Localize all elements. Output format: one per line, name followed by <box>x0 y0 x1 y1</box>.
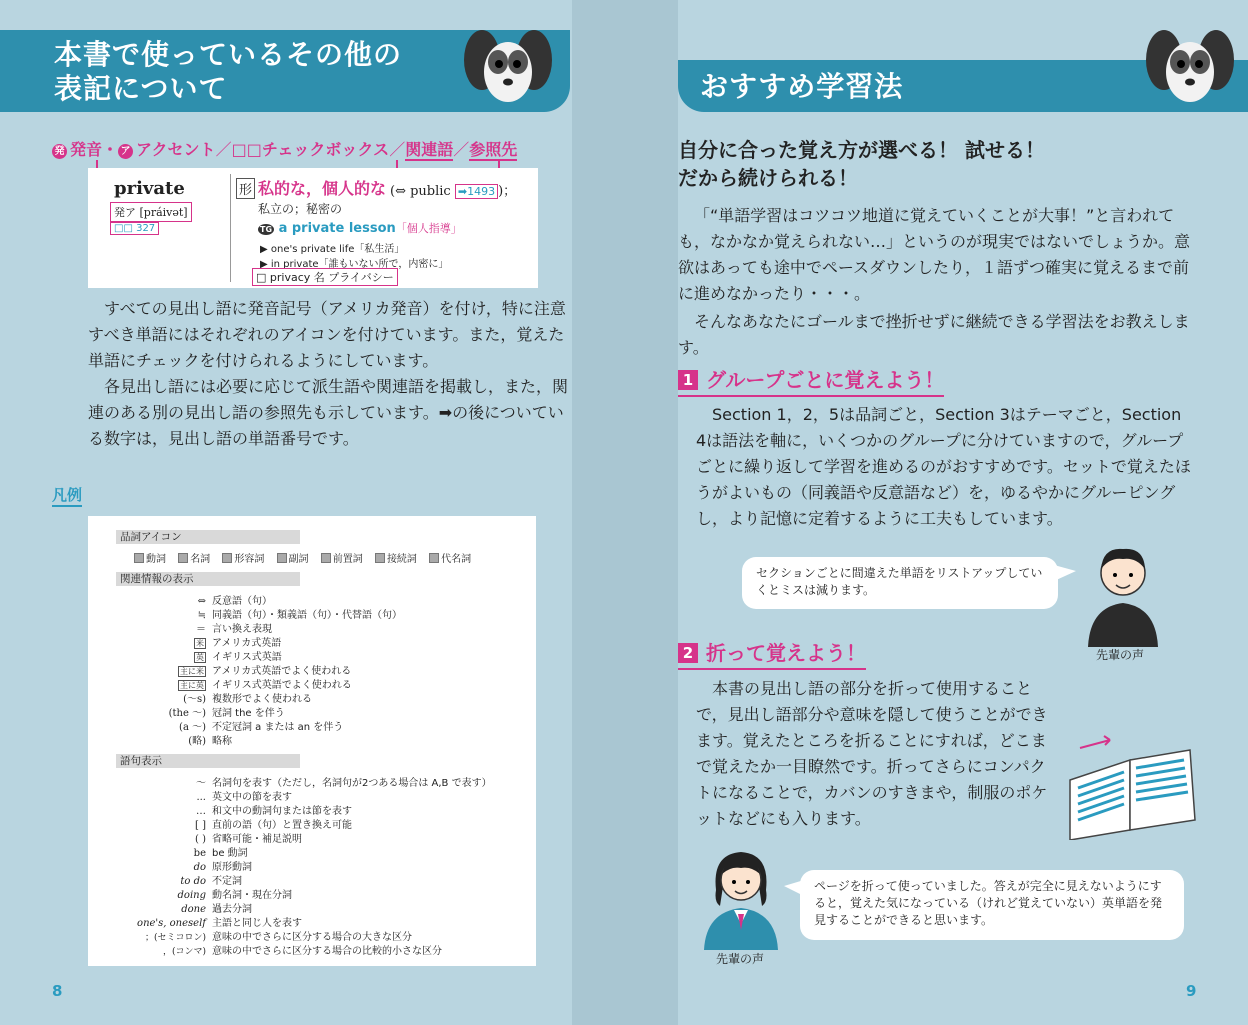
legend-box <box>88 516 536 966</box>
page-number-left: 8 <box>52 982 63 1000</box>
speech-bubble-tail <box>1054 565 1076 581</box>
tab-accent: アクセント <box>136 140 216 159</box>
section-number-badge: 1 <box>678 370 698 390</box>
phrase-icon: TG <box>260 225 273 234</box>
legend-row: 米 アメリカ式英語 <box>196 638 282 649</box>
legend-row: ( ) 省略可能・補足説明 <box>195 834 302 845</box>
legend-row: doing 動名詞・現在分詞 <box>177 890 292 901</box>
right-paragraph: そんなあなたにゴールまで挫折せずに継続できる学習法をお教えします。 <box>678 312 1190 357</box>
left-paragraph: すべての見出し語に発音記号（アメリカ発音）を付け，特に注意すべき単語にはそれぞれのアイコンを付けています。また，覚えた単語にチェックを付けられるようにしています。 <box>88 299 566 370</box>
page-gutter <box>572 0 678 1025</box>
legend-row: ～ 名詞句を表す（ただし，名詞句が2つある場合は A,B で表す） <box>196 778 492 789</box>
tab-checkbox: □□チェックボックス <box>231 140 390 159</box>
pos-square-icon <box>375 553 385 563</box>
notation-tabs: 発 発音・ ア アクセント／□□チェックボックス／関連語／参照先 <box>52 137 517 160</box>
legend-row: (略) 略称 <box>188 736 232 747</box>
legend-row: ⇔ 反意語（句） <box>197 596 272 607</box>
folded-book-illustration <box>1060 730 1200 840</box>
tab-pron: 発音 <box>70 140 103 159</box>
sample-entry <box>88 168 538 288</box>
legend-row: (～s) 複数形でよく使われる <box>183 694 312 705</box>
pos-icon-item: 前置詞 <box>321 554 363 565</box>
legend-row: … 和文中の動詞句または節を表す <box>196 806 352 817</box>
section-heading-1: 1 グループごとに覚えよう！ <box>678 364 944 397</box>
legend-row: (a ～) 不定冠詞 a または an を伴う <box>179 722 344 733</box>
page-number-right: 9 <box>1186 982 1197 1000</box>
entry-phrase: TG a private lesson「個人指導」 <box>260 221 462 236</box>
legend-row: ，(コンマ) 意味の中でさらに区分する場合の比較的小さな区分 <box>162 946 442 957</box>
right-page-title: おすすめ学習法 <box>700 70 904 103</box>
pos-icon-item: 名詞 <box>178 554 210 565</box>
legend-row: 英 イギリス式英語 <box>196 652 282 663</box>
speech-bubble: ページを折って使っていました。答えが完全に見えないようにすると，覚えた気になっている（けれど覚えていない）英単語を発見することができると思います。 <box>800 870 1184 940</box>
entry-meaning: 私的な，個人的な <box>258 179 387 198</box>
pos-square-icon <box>321 553 331 563</box>
entry-example: ▶ one's private life「私生活」 <box>260 244 405 255</box>
entry-divider <box>230 174 231 282</box>
pos-icon-item: 形容詞 <box>222 554 264 565</box>
pos-icon-item: 接続詞 <box>375 554 417 565</box>
legend-row: to do 不定詞 <box>180 876 242 887</box>
speech-bubble-tail <box>784 880 804 896</box>
section-1-paragraph: Section 1，2，5は品詞ごと，Section 3はテーマごと，Section 4は語法を軸に，いくつかのグループに分けていますので，グループごとに繰り返して学習を進めるのがおすすめです。セットで覚えたほうがよいもの（同義語や反意語など）を，ゆるやかにグルーピングし，より記憶に定着するように工夫もしています。 <box>696 405 1191 528</box>
pos-icon-item: 代名詞 <box>429 554 471 565</box>
legend-row: ；(セミコロン) 意味の中でさらに区分する場合の大きな区分 <box>144 932 412 943</box>
tab-reference: 参照先 <box>469 140 518 159</box>
entry-word: private <box>114 178 185 199</box>
pos-square-icon <box>277 553 287 563</box>
legend-row: (the ～) 冠詞 the を伴う <box>168 708 285 719</box>
legend-section-title: 品詞アイコン <box>116 530 300 544</box>
left-page-title: 本書で使っているその他の 表記について <box>54 38 403 105</box>
pos-square-icon <box>222 553 232 563</box>
right-paragraph: 「“単語学習はコツコツ地道に覚えていくことが大事！”と言われても，なかなか覚えられない…」というのが現実ではないでしょうか。意欲はあっても途中でペースダウンしたり，１語ずつ確実に覚えるまで前に進めなかったり・・・。 <box>678 206 1191 303</box>
section-number-badge: 2 <box>678 643 698 663</box>
tab-related: 関連語 <box>405 140 454 159</box>
legend-section-title: 語句表示 <box>116 754 300 768</box>
pos-square-icon <box>178 553 188 563</box>
entry-antonym: (⇔ public ➡1493 )； <box>390 184 517 199</box>
pos-icon-item: 動詞 <box>134 554 166 565</box>
legend-row: do 原形動詞 <box>193 862 252 873</box>
dog-illustration <box>458 12 558 112</box>
section-heading-2: 2 折って覚えよう！ <box>678 637 866 670</box>
legend-row: 主に英 イギリス式英語でよく使われる <box>180 680 352 691</box>
dog-illustration <box>1140 12 1240 112</box>
pron-mark-icon: 発 <box>52 144 67 159</box>
legend-section-title: 関連情報の表示 <box>116 572 300 586</box>
female-student-illustration <box>696 840 786 950</box>
legend-row: ＝ 言い換え表現 <box>196 624 272 635</box>
entry-pronunciation: 発ア [práivət] <box>110 202 192 222</box>
legend-row: ≒ 同義語（句）・類義語（句）・代替語（句） <box>197 610 402 621</box>
entry-checkbox-number: □□ 327 <box>110 222 159 235</box>
speaker-caption: 先輩の声 <box>1096 648 1145 662</box>
left-paragraph: 各見出し語には必要に応じて派生語や関連語を掲載し，また，関連のある別の見出し語の参照先も示しています。➡の後についている数字は，見出し語の単語番号です。 <box>88 377 569 448</box>
section-2-paragraph: 本書の見出し語の部分を折って使用することで，見出し語部分や意味を隠して使うことができます。覚えたところを折ることにすれば，どこまで覚えたか一目瞭然です。折ってさらにコンパクトになることで，カバンのすきまや，制服のポケットなどにも入ります。 <box>696 679 1048 828</box>
legend-row: done 過去分詞 <box>181 904 252 915</box>
pos-square-icon <box>429 553 439 563</box>
pos-square-icon <box>134 553 144 563</box>
entry-meaning-secondary: 私立の；秘密の <box>258 202 343 216</box>
accent-mark-icon: ア <box>118 144 133 159</box>
male-student-illustration <box>1078 537 1168 647</box>
entry-reference: ➡1493 <box>455 184 498 199</box>
pos-icon-item: 副詞 <box>277 554 309 565</box>
entry-related-word: □ privacy 名 プライバシー <box>252 268 398 286</box>
legend-row: be be 動詞 <box>193 848 248 859</box>
legend-row: [ ] 直前の語（句）と置き換え可能 <box>195 820 352 831</box>
speech-bubble: セクションごとに間違えた単語をリストアップしていくとミスは減ります。 <box>742 557 1058 609</box>
legend-row: ... 英文中の節を表す <box>196 792 292 803</box>
legend-row: 主に米 アメリカ式英語でよく使われる <box>180 666 352 677</box>
legend-heading: 凡例 <box>52 484 82 507</box>
legend-row: one's, oneself 主語と同じ人を表す <box>137 918 302 929</box>
pos-icon-list <box>134 550 480 565</box>
right-lead-heading: 自分に合った覚え方が選べる！ 試せる！ だから続けられる！ <box>678 138 1045 190</box>
speaker-caption: 先輩の声 <box>716 952 765 966</box>
entry-example: ▶ in private「誰もいない所で，内密に」 <box>260 259 449 270</box>
entry-pos-badge: 形 <box>236 178 255 199</box>
